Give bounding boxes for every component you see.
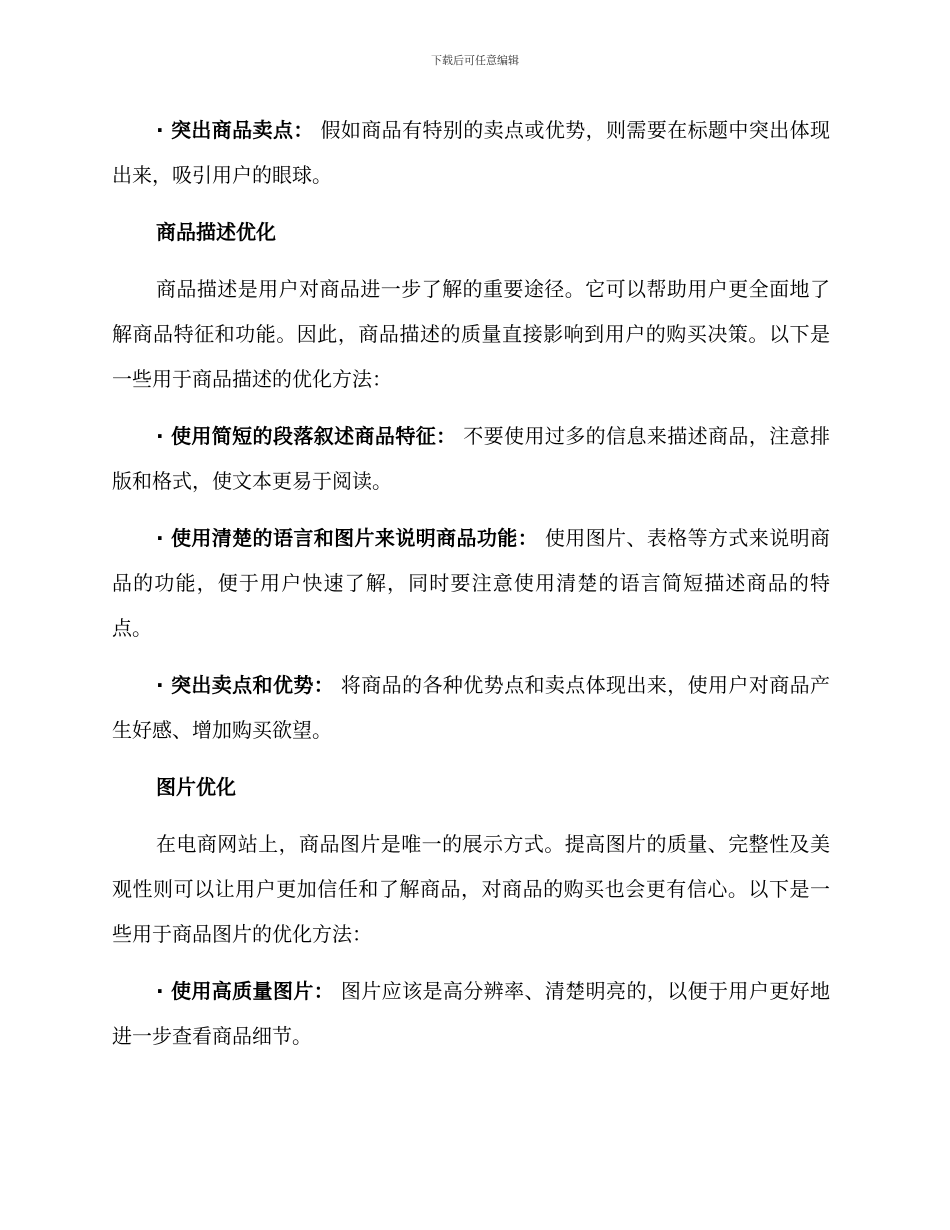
section-heading-description-optimization: 商品描述优化 (156, 220, 276, 244)
bullet-text: 图片应该是高分辨率、清楚明亮的，以便于用户更好地进一步查看商品细节。 (112, 979, 831, 1048)
bullet-lead: · 突出商品卖点： (156, 118, 314, 142)
bullet-lead: · 突出卖点和优势： (156, 673, 335, 697)
bullet-lead: · 使用高质量图片： (156, 979, 335, 1003)
bullet-text: 使用图片、表格等方式来说明商品的功能，便于用户快速了解，同时要注意使用清楚的语言简短描述商品的特点。 (112, 526, 830, 640)
bullet-short-paragraphs (112, 414, 830, 504)
bullet-text: 将商品的各种优势点和卖点体现出来，使用户对商品产生好感、增加购买欲望。 (112, 673, 831, 742)
bullet-selling-points-advantages (112, 663, 830, 753)
bullet-text: 不要使用过多的信息来描述商品，注意排版和格式，使文本更易于阅读。 (112, 424, 831, 493)
bullet-clear-language-images (112, 516, 830, 651)
document-body (112, 108, 830, 1059)
bullet-high-quality-images (112, 969, 830, 1059)
section-heading-image-optimization: 图片优化 (156, 775, 236, 799)
bullet-highlight-selling-points (112, 108, 830, 198)
paragraph-image-intro: 在电商网站上，商品图片是唯一的展示方式。提高图片的质量、完整性及美观性则可以让用户更加信任和了解商品，对商品的购买也会更有信心。以下是一些用于商品图片的优化方法： (112, 832, 830, 946)
bullet-lead: · 使用清楚的语言和图片来说明商品功能： (156, 526, 539, 550)
bullet-text: 假如商品有特别的卖点或优势，则需要在标题中突出体现出来，吸引用户的眼球。 (112, 118, 830, 187)
paragraph-description-intro: 商品描述是用户对商品进一步了解的重要途径。它可以帮助用户更全面地了解商品特征和功能。因此，商品描述的质量直接影响到用户的购买决策。以下是一些用于商品描述的优化方法： (112, 277, 830, 391)
bullet-lead: · 使用简短的段落叙述商品特征： (156, 424, 457, 448)
page-header: 下载后可任意编辑 (431, 54, 519, 67)
